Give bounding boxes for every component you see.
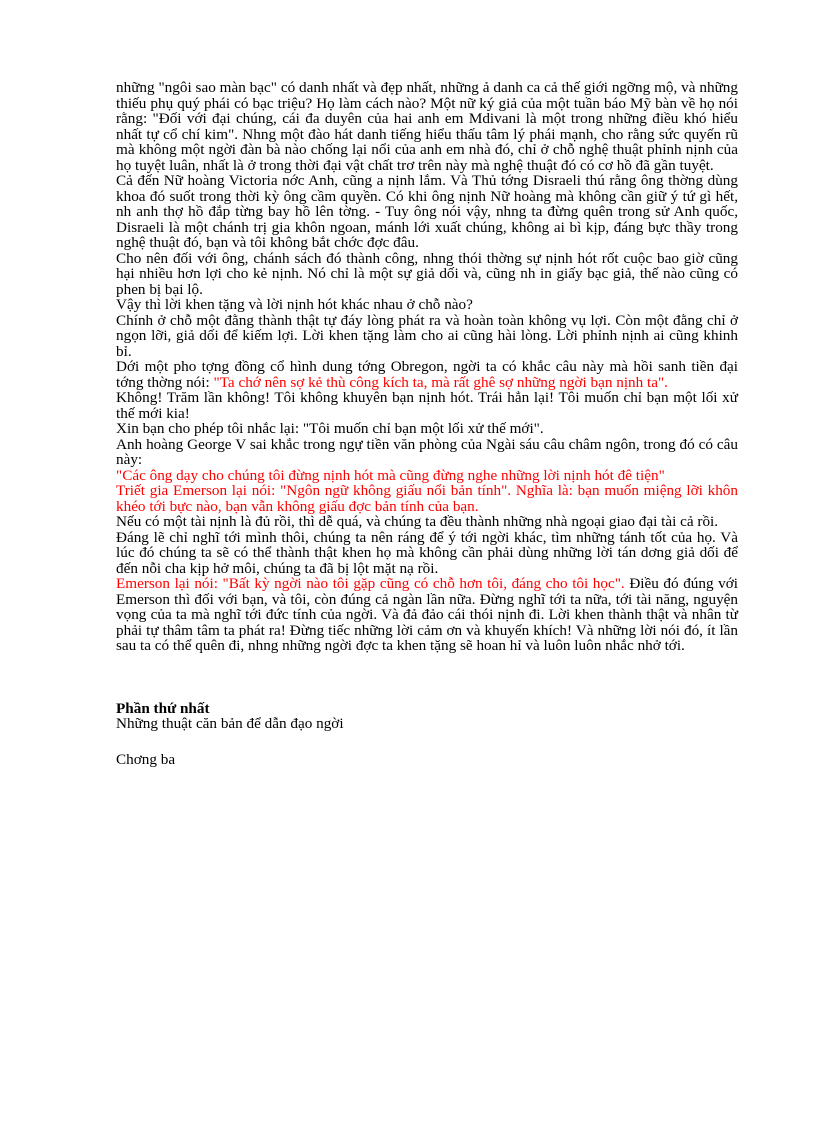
paragraph-text: Cho nên đối với ông, chánh sách đó thành công, nhng thói thờng sự nịnh hót rốt cuộc bao giờ cũng hại nhiều hơn lợi cho kẻ nịnh. Nó chỉ là một sự giả dối và, cũng nh in giấy bạc giả, thế nào cũng có phen bị bại lộ. [116, 249, 738, 298]
paragraph-9 [116, 437, 738, 468]
paragraph-3 [116, 251, 738, 298]
paragraph-4 [116, 297, 738, 313]
document-page [116, 80, 738, 767]
paragraph-text: Anh hoàng George V sai khắc trong ngự tiền văn phòng của Ngài sáu câu châm ngôn, trong đó có câu này: [116, 435, 738, 468]
section-heading: Phần thứ nhất [116, 699, 210, 717]
paragraph-text: Đáng lẽ chỉ nghĩ tới mình thôi, chúng ta nên ráng để ý tới ngời khác, tìm những tánh tốt của họ. Và lúc đó chúng ta sẽ có thể thành thật khen họ mà không cần phải dùng những lời tán dơng giả dối để đến nỗi cha kịp hở môi, chúng ta đã bị lột mặt nạ rồi. [116, 528, 738, 577]
paragraph-text: Không! Trăm lần không! Tôi không khuyên bạn nịnh hót. Trái hẳn lại! Tôi muốn chỉ bạn một lối xử thế mới kia! [116, 389, 738, 422]
paragraph-12 [116, 514, 738, 530]
section-subtitle: Những thuật căn bản để dẫn đạo ngời [116, 715, 344, 732]
paragraph-10 [116, 468, 738, 484]
paragraph-11 [116, 483, 738, 514]
paragraph-text: những "ngôi sao màn bạc" có danh nhất và đẹp nhất, những ả danh ca cả thế giới ngỡng mộ, và những thiếu phụ quý phái có bạc triệu? Họ làm cách nào? Một nữ ký giả của một tuần báo Mỹ bàn về họ nói rằng: "Đối với đại chúng, cái đa duyên của hai anh em Mdivani là một trong những điều khó hiểu nhất tự cổ chí kim". Nhng một đào hát danh tiếng hiểu thấu tâm lý phái mạnh, cho rằng sức quyến rũ mà không một ngời đàn bà nào chống lại nổi của anh em nhà đó, chỉ ở chỗ nghệ thuật phỉnh nịnh của họ tuyệt luân, nhất là ở trong thời đại vật chất trơ trên này mà nghệ thuật đó có cơ hồ đã gần tuyệt. [116, 79, 738, 174]
paragraph-14 [116, 576, 738, 654]
paragraph-text: Vậy thì lời khen tặng và lời nịnh hót khác nhau ở chỗ nào? [116, 296, 473, 313]
paragraph-2 [116, 173, 738, 251]
paragraph-text: Điều đó đúng với Emerson thì đối với bạn, và tôi, còn đúng cả ngàn lần nữa. Đừng nghĩ tới ta nữa, tới tài năng, nguyện vọng của ta mà nghĩ tới đức tính của ngời. Và đả đảo cái thói nịnh đi. Lời khen thành thật và nhân từ phải tự thâm tâm ta phát ra! Đừng tiếc những lời cảm ơn và khuyến khích! Và những lời nói đó, ít lần sau ta có thể quên đi, nhng những ngời đợc ta khen tặng sẽ hoan hỉ và luôn luôn nhắc nhở tới. [116, 575, 738, 654]
paragraph-1 [116, 80, 738, 173]
highlighted-quote: "Ta chớ nên sợ kẻ thù công kích ta, mà rất ghê sợ những ngời bạn nịnh ta". [213, 373, 668, 391]
paragraph-text: Cả đến Nữ hoàng Victoria nớc Anh, cũng a nịnh lắm. Và Thủ tớng Disraeli thú rằng ông thờng dùng khoa đó suốt trong thời kỳ ông cầm quyền. Có khi ông nịnh Nữ hoàng mà không cần giữ ý tứ gì hết, nh anh thợ hồ đắp từng bay hồ lên tờng. - Tuy ông nói vậy, nhng ta đừng quên trong sử Anh quốc, Disraeli là một chánh trị gia khôn ngoan, mánh lới xuất chúng, không ai bì kịp, đáng bực thầy trong nghệ thuật đó, bạn và tôi không bắt chớc đợc đâu. [116, 172, 738, 251]
paragraph-text: Nếu có một tài nịnh là đủ rồi, thì dễ quá, và chúng ta đều thành những nhà ngoại giao đại tài cả rồi. [116, 513, 719, 530]
paragraph-8 [116, 421, 738, 437]
highlighted-quote: Emerson lại nói: "Bất kỳ ngời nào tôi gặp cũng có chỗ hơn tôi, đáng cho tôi học". [116, 575, 625, 592]
chapter-label: Chơng ba [116, 750, 176, 768]
paragraph-text: Xin bạn cho phép tôi nhắc lại: "Tôi muốn chỉ bạn một lối xử thế mới". [116, 420, 544, 437]
highlighted-quote: Triết gia Emerson lại nói: "Ngôn ngữ không giấu nổi bản tính". Nghĩa là: bạn muốn miệng lỡi khôn khéo tới bực nào, bạn vẫn không giấu đợc bản tính của bạn. [116, 482, 738, 515]
paragraph-7 [116, 390, 738, 421]
paragraph-5 [116, 313, 738, 360]
paragraph-6 [116, 359, 738, 390]
highlighted-quote: "Các ông dạy cho chúng tôi đừng nịnh hót mà cũng đừng nghe những lời nịnh hót đê tiện" [116, 466, 665, 484]
paragraph-text: Dới một pho tợng đồng cổ hình dung tớng Obregon, ngời ta có khắc câu này mà hồi sanh tiền đại tớng thờng nói: [116, 358, 738, 391]
paragraph-13 [116, 530, 738, 577]
paragraph-text: Chính ở chỗ một đằng thành thật tự đáy lòng phát ra và hoàn toàn không vụ lợi. Còn một đằng chỉ ở ngọn lỡi, giả dối để kiếm lợi. Lời khen tặng làm cho ai cũng hài lòng. Lời phỉnh nịnh ai cũng khinh bỉ. [116, 311, 738, 360]
